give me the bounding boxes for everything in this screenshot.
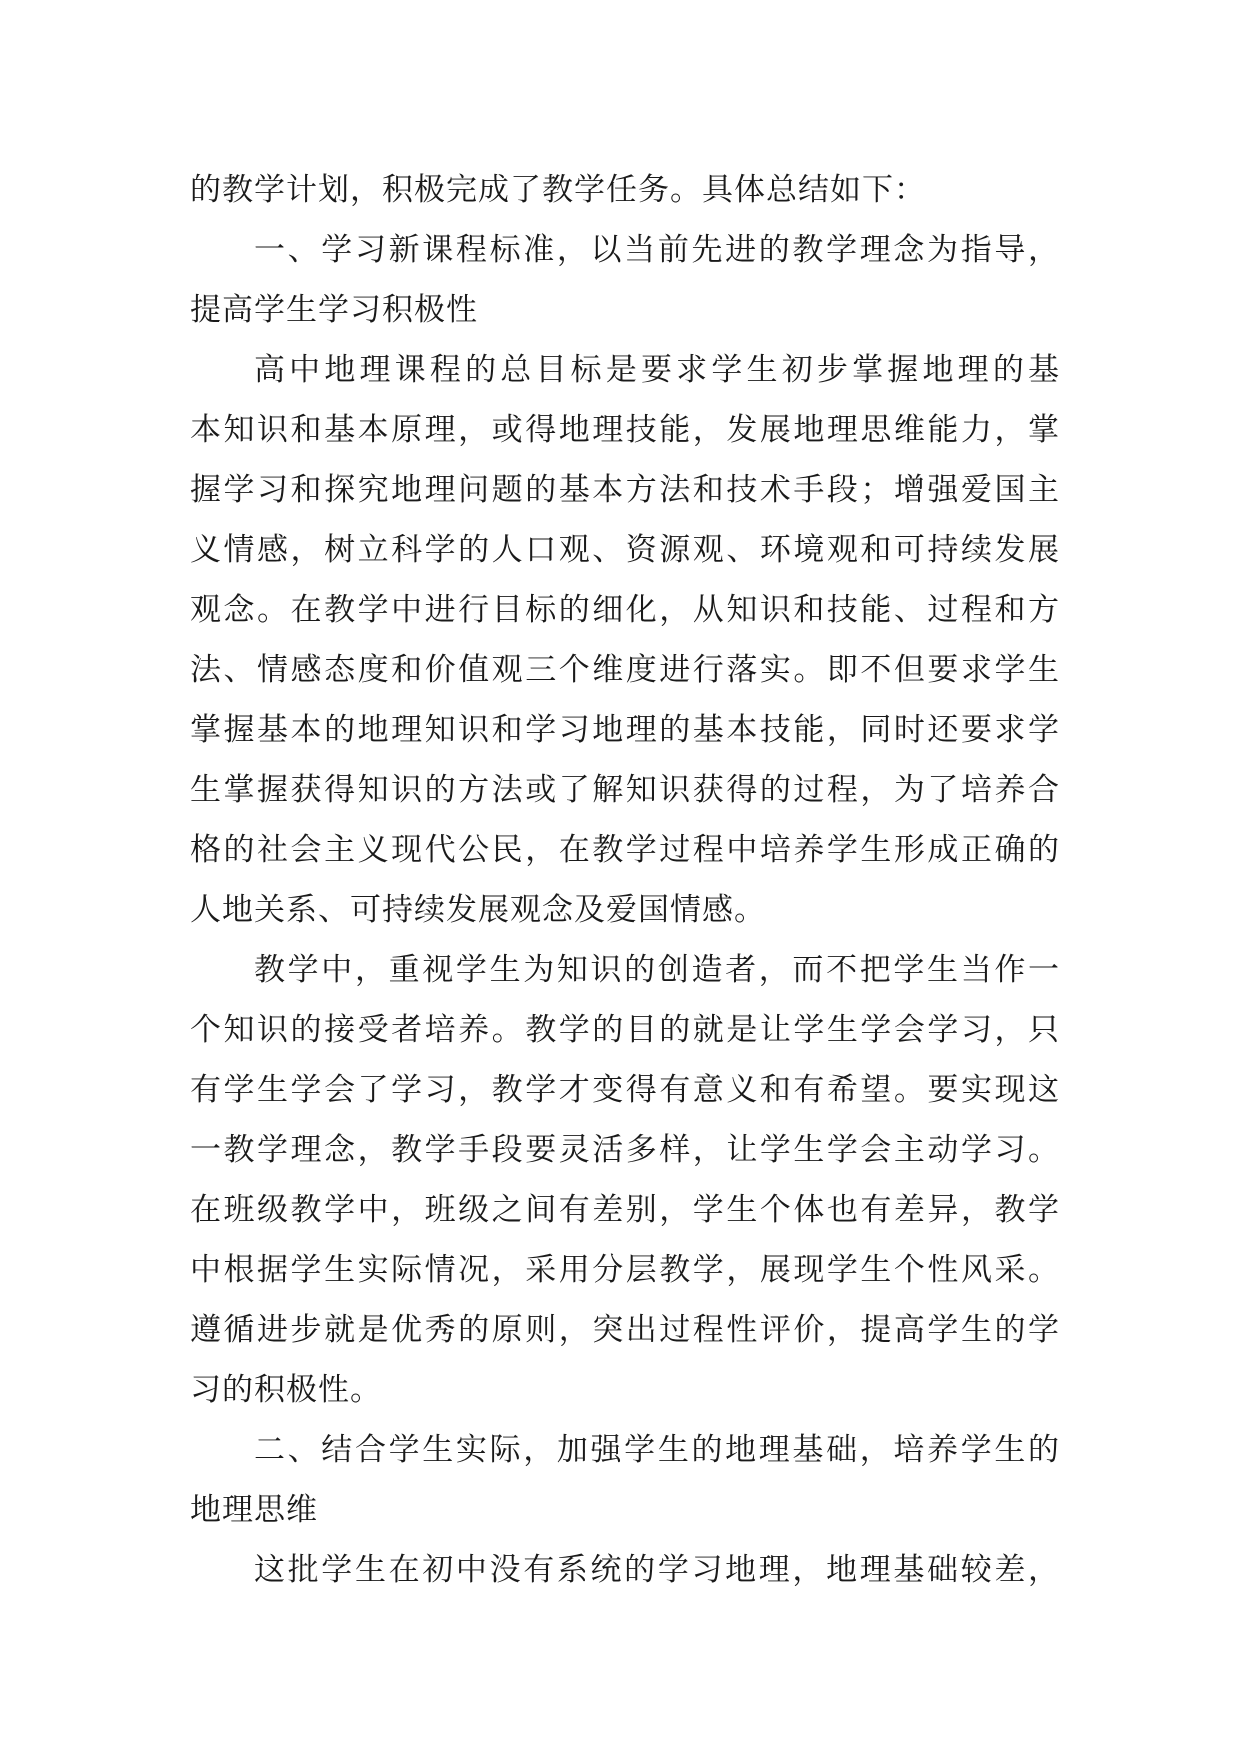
paragraph-line: 在班级教学中，班级之间有差别，学生个体也有差异，教学 bbox=[190, 1192, 1060, 1228]
paragraph-line: 教学中，重视学生为知识的创造者，而不把学生当作一 bbox=[254, 952, 1060, 988]
paragraph-line: 高中地理课程的总目标是要求学生初步掌握地理的基 bbox=[254, 352, 1060, 388]
paragraph-line: 人地关系、可持续发展观念及爱国情感。 bbox=[190, 892, 766, 928]
paragraph-line: 个知识的接受者培养。教学的目的就是让学生学会学习，只 bbox=[190, 1012, 1060, 1048]
section-heading-line: 地理思维 bbox=[190, 1492, 318, 1528]
section-heading-line: 一、学习新课程标准，以当前先进的教学理念为指导， bbox=[254, 232, 1060, 268]
paragraph-line: 观念。在教学中进行目标的细化，从知识和技能、过程和方 bbox=[190, 592, 1060, 628]
paragraph-line: 生掌握获得知识的方法或了解知识获得的过程，为了培养合 bbox=[190, 772, 1060, 808]
paragraph-line: 这批学生在初中没有系统的学习地理，地理基础较差， bbox=[254, 1552, 1060, 1588]
paragraph-line: 一教学理念，教学手段要灵活多样，让学生学会主动学习。 bbox=[190, 1132, 1060, 1168]
paragraph-line: 本知识和基本原理，或得地理技能，发展地理思维能力，掌 bbox=[190, 412, 1060, 448]
section-heading-line: 二、结合学生实际，加强学生的地理基础，培养学生的 bbox=[254, 1432, 1060, 1468]
paragraph-line: 的教学计划，积极完成了教学任务。具体总结如下： bbox=[190, 172, 926, 208]
paragraph-line: 遵循进步就是优秀的原则，突出过程性评价，提高学生的学 bbox=[190, 1312, 1060, 1348]
paragraph-line: 中根据学生实际情况，采用分层教学，展现学生个性风采。 bbox=[190, 1252, 1060, 1288]
paragraph-line: 格的社会主义现代公民，在教学过程中培养学生形成正确的 bbox=[190, 832, 1060, 868]
paragraph-line: 习的积极性。 bbox=[190, 1372, 382, 1408]
paragraph-line: 掌握基本的地理知识和学习地理的基本技能，同时还要求学 bbox=[190, 712, 1060, 748]
section-heading-line: 提高学生学习积极性 bbox=[190, 292, 478, 328]
paragraph-line: 握学习和探究地理问题的基本方法和技术手段；增强爱国主 bbox=[190, 472, 1060, 508]
paragraph-line: 法、情感态度和价值观三个维度进行落实。即不但要求学生 bbox=[190, 652, 1060, 688]
document-body bbox=[190, 160, 1060, 1600]
paragraph-line: 有学生学会了学习，教学才变得有意义和有希望。要实现这 bbox=[190, 1072, 1060, 1108]
paragraph-line: 义情感，树立科学的人口观、资源观、环境观和可持续发展 bbox=[190, 532, 1060, 568]
